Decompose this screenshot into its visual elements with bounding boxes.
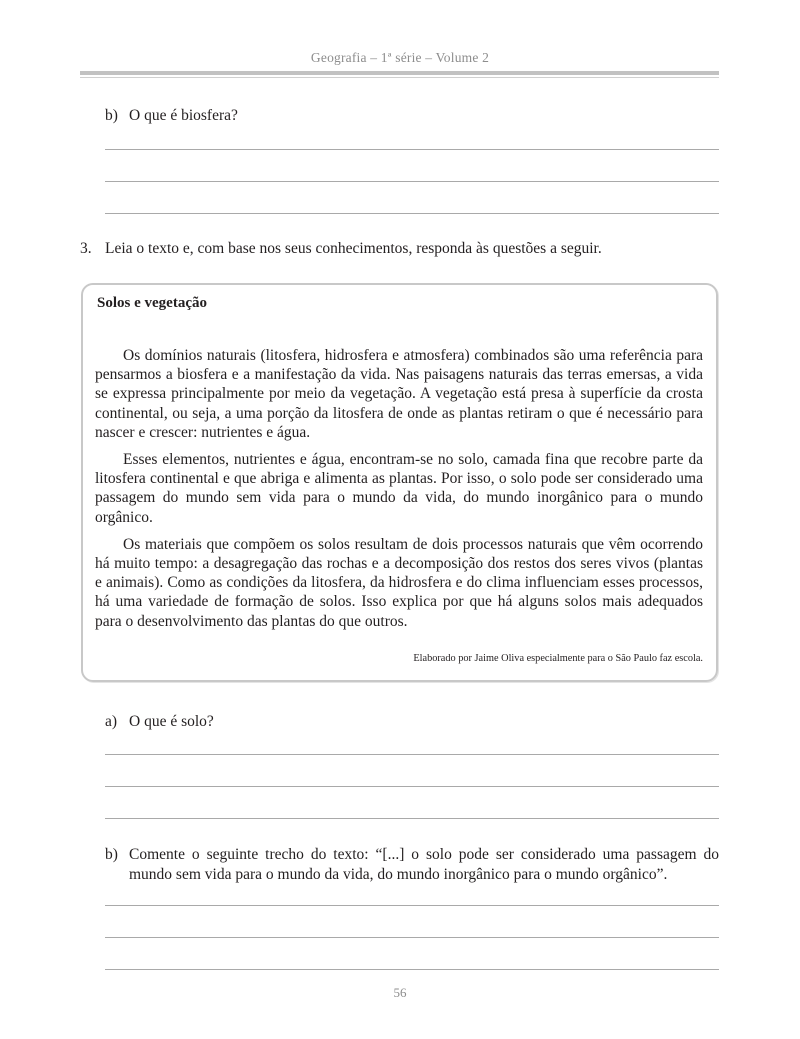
running-header: Geografia – 1ª série – Volume 2 xyxy=(310,50,490,65)
question-number: 3. xyxy=(80,240,92,257)
text-source-credit: Elaborado por Jaime Oliva especialmente para o São Paulo faz escola. xyxy=(413,653,703,664)
answer-line[interactable] xyxy=(105,818,719,819)
question-marker: b) xyxy=(105,846,118,863)
question-text: Leia o texto e, com base nos seus conhecimentos, responda às questões a seguir. xyxy=(105,240,602,257)
text-box-body xyxy=(95,346,703,639)
answer-line[interactable] xyxy=(105,937,719,938)
answer-line[interactable] xyxy=(105,905,719,906)
paragraph: Os domínios naturais (litosfera, hidrosfera e atmosfera) combinados são uma referência para pensarmos a biosfera e a manifestação da vida. Nas paisagens naturais das terras emersas, a vida se expressa principalmente por meio da vegetação. A vegetação está presa à superfície da crosta continental, ou seja, a uma porção da litosfera de onde as plantas retiram o que é necessário para nascer e crescer: nutrientes e água. xyxy=(95,347,703,441)
question-marker: a) xyxy=(105,713,118,730)
page-number: 56 xyxy=(393,985,407,1000)
header-rule-thick xyxy=(80,71,719,75)
question-2b xyxy=(105,106,238,126)
answer-line[interactable] xyxy=(105,149,719,150)
answer-line[interactable] xyxy=(105,786,719,787)
answer-line[interactable] xyxy=(105,181,719,182)
header-rule-thin xyxy=(80,77,719,78)
paragraph: Os materiais que compõem os solos resultam de dois processos naturais que vêm ocorrendo há muito tempo: a desagregação das rochas e a decomposição dos restos dos seres vivos (plantas e animais). Como as condições da litosfera, da hidrosfera e do clima influenciam esses processos, há uma variedade de formação de solos. Isso explica por que há alguns solos mais adequados para o desenvolvimento das plantas do que outros. xyxy=(95,535,703,630)
paragraph: Esses elementos, nutrientes e água, encontram-se no solo, camada fina que recobre parte da litosfera continental e que abriga e alimenta as plantas. Por isso, o solo pode ser considerado uma passagem do mundo sem vida para o mundo da vida, do mundo inorgânico para o mundo orgânico. xyxy=(95,451,703,526)
question-marker: b) xyxy=(105,107,118,124)
answer-line[interactable] xyxy=(105,213,719,214)
question-3 xyxy=(80,239,602,259)
question-text: Comente o seguinte trecho do texto: “[...] o solo pode ser considerado uma passagem do mundo sem vida para o mundo da vida, do mundo inorgânico para o mundo orgânico”. xyxy=(129,846,719,883)
question-text: O que é solo? xyxy=(129,713,214,730)
answer-line[interactable] xyxy=(105,754,719,755)
question-text: O que é biosfera? xyxy=(129,107,238,124)
question-3a xyxy=(105,712,214,732)
text-box-title: Solos e vegetação xyxy=(97,295,207,311)
question-3b xyxy=(105,845,719,885)
answer-line[interactable] xyxy=(105,969,719,970)
